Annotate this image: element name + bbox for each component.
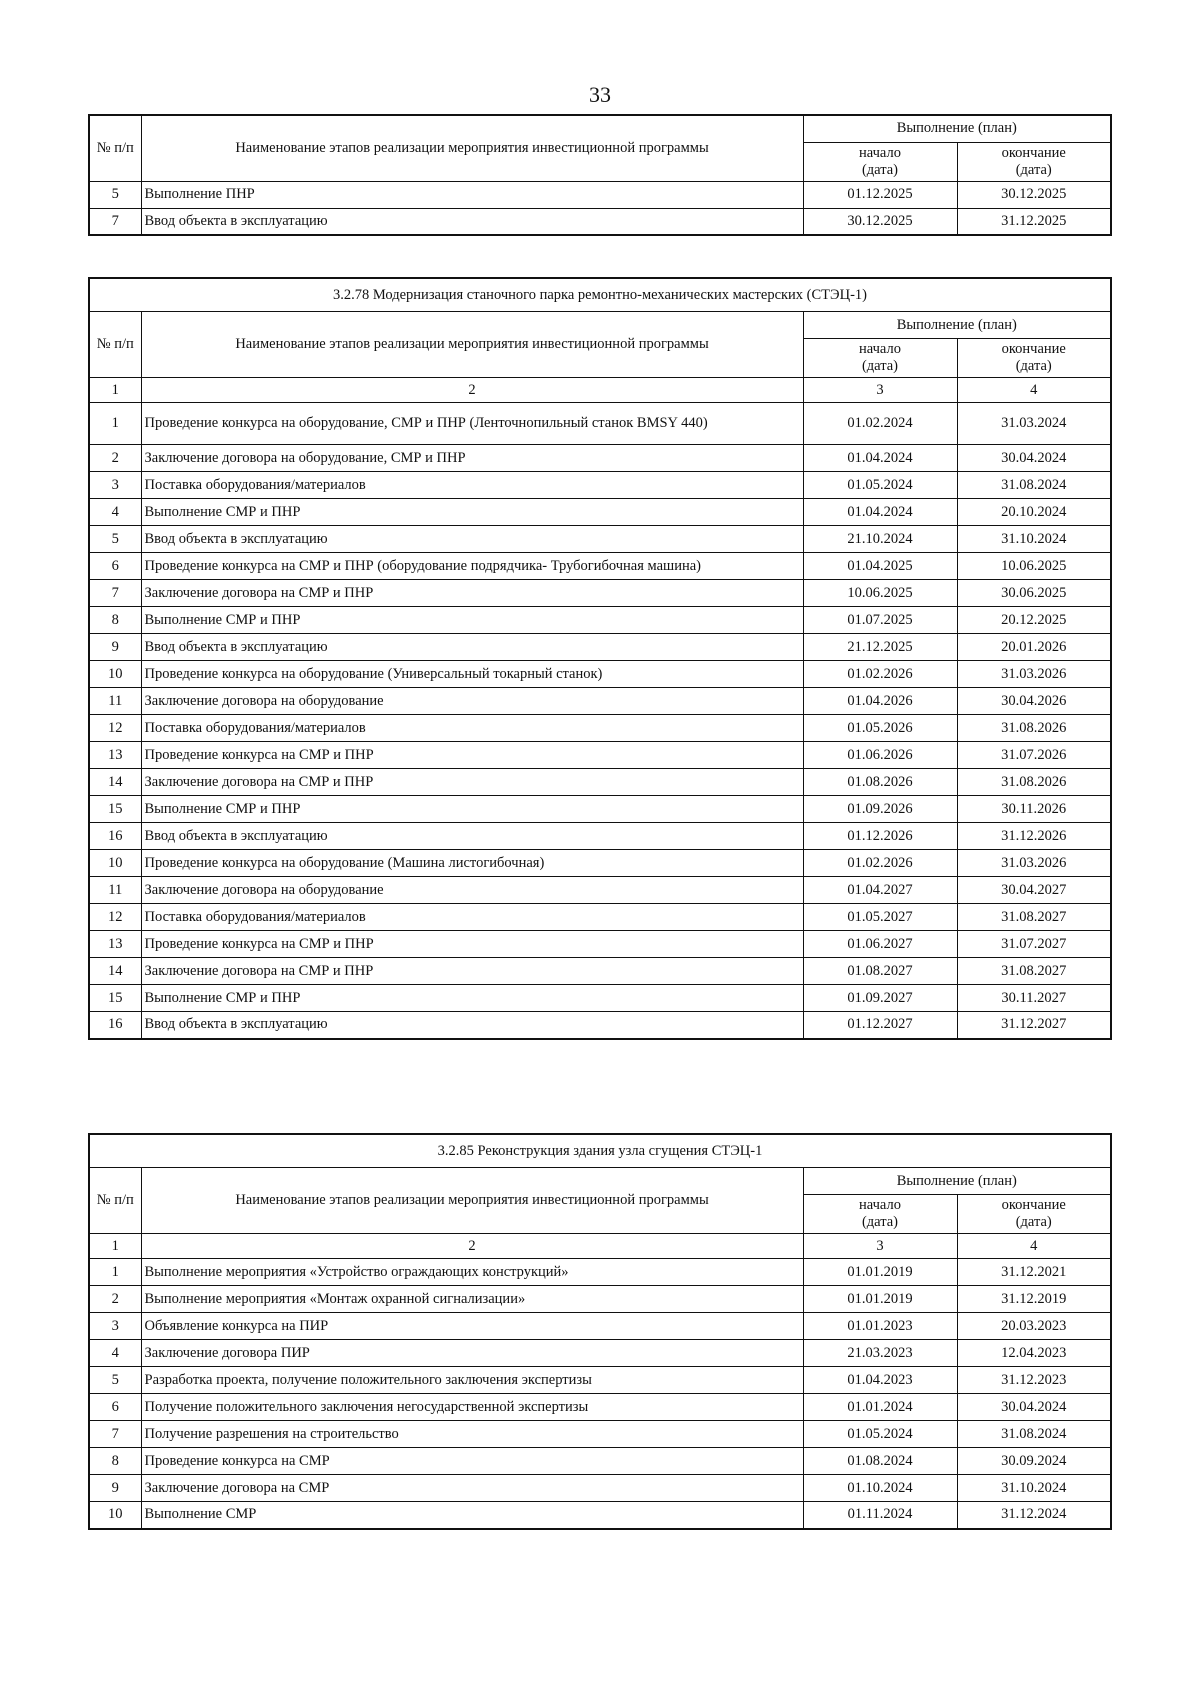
stage-name: Объявление конкурса на ПИР — [141, 1313, 803, 1340]
table-385-body — [89, 1134, 1111, 1529]
table-row — [89, 580, 1111, 607]
stage-name: Заключение договора ПИР — [141, 1340, 803, 1367]
end-date: 31.03.2024 — [957, 403, 1111, 445]
start-date: 01.06.2027 — [803, 931, 957, 958]
stage-name: Выполнение мероприятия «Устройство ограждающих конструкций» — [141, 1259, 803, 1286]
header-end — [957, 1195, 1111, 1234]
table-row — [89, 661, 1111, 688]
row-number: 5 — [89, 526, 141, 553]
stage-name: Ввод объекта в эксплуатацию — [141, 526, 803, 553]
stage-name: Заключение договора на СМР и ПНР — [141, 769, 803, 796]
start-date: 01.04.2024 — [803, 445, 957, 472]
end-date: 30.04.2026 — [957, 688, 1111, 715]
start-date: 01.11.2024 — [803, 1502, 957, 1529]
row-number: 14 — [89, 958, 141, 985]
table-row — [89, 445, 1111, 472]
start-date: 21.12.2025 — [803, 634, 957, 661]
table-row — [89, 823, 1111, 850]
table-row — [89, 1502, 1111, 1529]
row-number: 16 — [89, 1012, 141, 1039]
stage-name: Заключение договора на СМР и ПНР — [141, 580, 803, 607]
start-date: 30.12.2025 — [803, 208, 957, 235]
table-row — [89, 1012, 1111, 1039]
header-end-line2: (дата) — [1015, 358, 1052, 374]
end-date: 31.08.2027 — [957, 904, 1111, 931]
row-number: 10 — [89, 1502, 141, 1529]
start-date: 21.03.2023 — [803, 1340, 957, 1367]
start-date: 01.08.2027 — [803, 958, 957, 985]
start-date: 01.08.2024 — [803, 1448, 957, 1475]
start-date: 01.05.2026 — [803, 715, 957, 742]
table-title: 3.2.78 Модернизация станочного парка ремонтно-механических мастерских (СТЭЦ-1) — [89, 278, 1111, 312]
start-date: 01.04.2024 — [803, 499, 957, 526]
table-row — [89, 634, 1111, 661]
end-date: 31.03.2026 — [957, 850, 1111, 877]
row-number: 10 — [89, 661, 141, 688]
continued-table-body — [89, 115, 1111, 235]
start-date: 01.04.2025 — [803, 553, 957, 580]
stage-name: Проведение конкурса на СМР — [141, 1448, 803, 1475]
end-date: 31.08.2027 — [957, 958, 1111, 985]
row-number: 2 — [89, 1286, 141, 1313]
row-number: 12 — [89, 715, 141, 742]
start-date: 01.01.2019 — [803, 1286, 957, 1313]
stage-name: Заключение договора на СМР и ПНР — [141, 958, 803, 985]
stage-name: Заключение договора на оборудование — [141, 877, 803, 904]
start-date: 01.05.2024 — [803, 1421, 957, 1448]
end-date: 31.12.2023 — [957, 1367, 1111, 1394]
end-date: 30.04.2024 — [957, 445, 1111, 472]
table-row — [89, 715, 1111, 742]
row-number: 16 — [89, 823, 141, 850]
row-number: 15 — [89, 796, 141, 823]
start-date: 01.04.2023 — [803, 1367, 957, 1394]
stage-name: Проведение конкурса на оборудование (Машина листогибочная) — [141, 850, 803, 877]
start-date: 01.07.2025 — [803, 607, 957, 634]
header-start-line1: начало — [859, 144, 901, 161]
index-cell: 4 — [957, 1234, 1111, 1259]
start-date: 01.01.2023 — [803, 1313, 957, 1340]
end-date: 31.07.2027 — [957, 931, 1111, 958]
stage-name: Заключение договора на оборудование, СМР и ПНР — [141, 445, 803, 472]
table-row — [89, 1259, 1111, 1286]
index-cell: 1 — [89, 378, 141, 403]
index-cell: 2 — [141, 1234, 803, 1259]
table-row — [89, 1313, 1111, 1340]
stage-name: Ввод объекта в эксплуатацию — [141, 634, 803, 661]
row-number: 10 — [89, 850, 141, 877]
end-date: 30.04.2027 — [957, 877, 1111, 904]
header-start-line2: (дата) — [861, 1214, 899, 1230]
table-row — [89, 472, 1111, 499]
end-date: 20.01.2026 — [957, 634, 1111, 661]
end-date: 30.09.2024 — [957, 1448, 1111, 1475]
start-date: 01.04.2026 — [803, 688, 957, 715]
stage-name: Ввод объекта в эксплуатацию — [141, 823, 803, 850]
header-start — [803, 339, 957, 378]
row-number: 8 — [89, 607, 141, 634]
header-end-line2: (дата) — [1015, 1214, 1052, 1230]
header-num: № п/п — [89, 115, 141, 181]
end-date: 20.12.2025 — [957, 607, 1111, 634]
table-row — [89, 877, 1111, 904]
start-date: 01.02.2026 — [803, 850, 957, 877]
header-start-line1: начало — [859, 1197, 901, 1213]
end-date: 31.08.2026 — [957, 769, 1111, 796]
row-number: 3 — [89, 1313, 141, 1340]
row-number: 11 — [89, 688, 141, 715]
row-number: 9 — [89, 634, 141, 661]
header-end — [957, 142, 1111, 181]
row-number: 9 — [89, 1475, 141, 1502]
row-number: 12 — [89, 904, 141, 931]
header-exec: Выполнение (план) — [803, 1168, 1111, 1195]
start-date: 10.06.2025 — [803, 580, 957, 607]
row-number: 7 — [89, 208, 141, 235]
index-cell: 3 — [803, 1234, 957, 1259]
start-date: 01.12.2025 — [803, 181, 957, 208]
table-row — [89, 931, 1111, 958]
table-row — [89, 1367, 1111, 1394]
row-number: 8 — [89, 1448, 141, 1475]
stage-name: Поставка оборудования/материалов — [141, 715, 803, 742]
table-row — [89, 607, 1111, 634]
end-date: 10.06.2025 — [957, 553, 1111, 580]
end-date: 31.12.2027 — [957, 1012, 1111, 1039]
stage-name: Выполнение СМР и ПНР — [141, 607, 803, 634]
start-date: 01.08.2026 — [803, 769, 957, 796]
header-start-line2: (дата) — [861, 358, 899, 374]
stage-name: Поставка оборудования/материалов — [141, 904, 803, 931]
row-number: 15 — [89, 985, 141, 1012]
row-number: 4 — [89, 499, 141, 526]
header-start — [803, 142, 957, 181]
end-date: 31.12.2026 — [957, 823, 1111, 850]
row-number: 1 — [89, 403, 141, 445]
stage-name: Проведение конкурса на оборудование (Универсальный токарный станок) — [141, 661, 803, 688]
stage-name: Ввод объекта в эксплуатацию — [141, 1012, 803, 1039]
stage-name: Проведение конкурса на оборудование, СМР и ПНР (Ленточнопильный станок BMSY 440) — [141, 403, 803, 445]
header-end-line2: (дата) — [1015, 161, 1052, 178]
table-row — [89, 688, 1111, 715]
end-date: 30.11.2027 — [957, 985, 1111, 1012]
start-date: 01.12.2026 — [803, 823, 957, 850]
end-date: 31.08.2024 — [957, 1421, 1111, 1448]
end-date: 31.08.2024 — [957, 472, 1111, 499]
stage-name: Выполнение СМР — [141, 1502, 803, 1529]
table-row — [89, 1448, 1111, 1475]
stage-name: Выполнение СМР и ПНР — [141, 796, 803, 823]
header-num: № п/п — [89, 312, 141, 378]
table-row — [89, 742, 1111, 769]
table-row — [89, 904, 1111, 931]
table-row — [89, 403, 1111, 445]
table-row — [89, 1340, 1111, 1367]
start-date: 01.10.2024 — [803, 1475, 957, 1502]
stage-name: Проведение конкурса на СМР и ПНР (оборудование подрядчика- Трубогибочная машина) — [141, 553, 803, 580]
table-row — [89, 1394, 1111, 1421]
header-name: Наименование этапов реализации мероприятия инвестиционной программы — [141, 115, 803, 181]
stage-name: Заключение договора на оборудование — [141, 688, 803, 715]
end-date: 30.11.2026 — [957, 796, 1111, 823]
header-num: № п/п — [89, 1168, 141, 1234]
end-date: 31.10.2024 — [957, 1475, 1111, 1502]
row-number: 6 — [89, 1394, 141, 1421]
schedule-table-3-2-85 — [88, 1133, 1112, 1530]
row-number: 3 — [89, 472, 141, 499]
table-row — [89, 499, 1111, 526]
start-date: 01.02.2024 — [803, 403, 957, 445]
row-number: 13 — [89, 742, 141, 769]
table-row — [89, 181, 1111, 208]
stage-name: Разработка проекта, получение положительного заключения экспертизы — [141, 1367, 803, 1394]
row-number: 2 — [89, 445, 141, 472]
table-row — [89, 769, 1111, 796]
stage-name: Поставка оборудования/материалов — [141, 472, 803, 499]
end-date: 31.08.2026 — [957, 715, 1111, 742]
start-date: 01.02.2026 — [803, 661, 957, 688]
end-date: 31.12.2019 — [957, 1286, 1111, 1313]
header-name: Наименование этапов реализации мероприятия инвестиционной программы — [141, 312, 803, 378]
start-date: 01.01.2024 — [803, 1394, 957, 1421]
row-number: 4 — [89, 1340, 141, 1367]
header-end-line1: окончание — [1001, 1197, 1066, 1213]
stage-name: Выполнение СМР и ПНР — [141, 985, 803, 1012]
start-date: 01.09.2027 — [803, 985, 957, 1012]
row-number: 1 — [89, 1259, 141, 1286]
header-end-line1: окончание — [1001, 144, 1066, 161]
stage-name: Выполнение ПНР — [141, 181, 803, 208]
row-number: 7 — [89, 1421, 141, 1448]
stage-name: Получение разрешения на строительство — [141, 1421, 803, 1448]
end-date: 20.03.2023 — [957, 1313, 1111, 1340]
end-date: 20.10.2024 — [957, 499, 1111, 526]
row-number: 7 — [89, 580, 141, 607]
end-date: 31.03.2026 — [957, 661, 1111, 688]
header-end-line1: окончание — [1001, 341, 1066, 357]
start-date: 01.01.2019 — [803, 1259, 957, 1286]
continued-schedule-table — [88, 114, 1112, 236]
start-date: 01.04.2027 — [803, 877, 957, 904]
stage-name: Проведение конкурса на СМР и ПНР — [141, 931, 803, 958]
end-date: 30.06.2025 — [957, 580, 1111, 607]
page-number: 33 — [589, 82, 611, 107]
header-start-line1: начало — [859, 341, 901, 357]
end-date: 31.07.2026 — [957, 742, 1111, 769]
header-start-line2: (дата) — [861, 161, 899, 178]
row-number: 14 — [89, 769, 141, 796]
table-row — [89, 526, 1111, 553]
table-row — [89, 796, 1111, 823]
end-date: 31.12.2024 — [957, 1502, 1111, 1529]
start-date: 01.05.2027 — [803, 904, 957, 931]
header-start — [803, 1195, 957, 1234]
start-date: 01.05.2024 — [803, 472, 957, 499]
table-row — [89, 1421, 1111, 1448]
stage-name: Выполнение мероприятия «Монтаж охранной сигнализации» — [141, 1286, 803, 1313]
end-date: 31.12.2025 — [957, 208, 1111, 235]
start-date: 01.09.2026 — [803, 796, 957, 823]
stage-name: Выполнение СМР и ПНР — [141, 499, 803, 526]
row-number: 5 — [89, 1367, 141, 1394]
header-end — [957, 339, 1111, 378]
start-date: 21.10.2024 — [803, 526, 957, 553]
end-date: 12.04.2023 — [957, 1340, 1111, 1367]
index-cell: 2 — [141, 378, 803, 403]
row-number: 6 — [89, 553, 141, 580]
end-date: 31.10.2024 — [957, 526, 1111, 553]
start-date: 01.06.2026 — [803, 742, 957, 769]
end-date: 31.12.2021 — [957, 1259, 1111, 1286]
table-row — [89, 958, 1111, 985]
table-row — [89, 1475, 1111, 1502]
table-row — [89, 208, 1111, 235]
index-cell: 3 — [803, 378, 957, 403]
header-name: Наименование этапов реализации мероприятия инвестиционной программы — [141, 1168, 803, 1234]
stage-name: Ввод объекта в эксплуатацию — [141, 208, 803, 235]
row-number: 11 — [89, 877, 141, 904]
header-exec: Выполнение (план) — [803, 312, 1111, 339]
index-cell: 4 — [957, 378, 1111, 403]
end-date: 30.12.2025 — [957, 181, 1111, 208]
header-exec: Выполнение (план) — [803, 115, 1111, 142]
end-date: 30.04.2024 — [957, 1394, 1111, 1421]
row-number: 13 — [89, 931, 141, 958]
table-378-body — [89, 278, 1111, 1039]
index-cell: 1 — [89, 1234, 141, 1259]
table-row — [89, 850, 1111, 877]
row-number: 5 — [89, 181, 141, 208]
stage-name: Получение положительного заключения негосударственной экспертизы — [141, 1394, 803, 1421]
table-row — [89, 985, 1111, 1012]
stage-name: Заключение договора на СМР — [141, 1475, 803, 1502]
table-title: 3.2.85 Реконструкция здания узла сгущения СТЭЦ-1 — [89, 1134, 1111, 1168]
start-date: 01.12.2027 — [803, 1012, 957, 1039]
table-row — [89, 553, 1111, 580]
stage-name: Проведение конкурса на СМР и ПНР — [141, 742, 803, 769]
table-row — [89, 1286, 1111, 1313]
schedule-table-3-2-78 — [88, 277, 1112, 1040]
